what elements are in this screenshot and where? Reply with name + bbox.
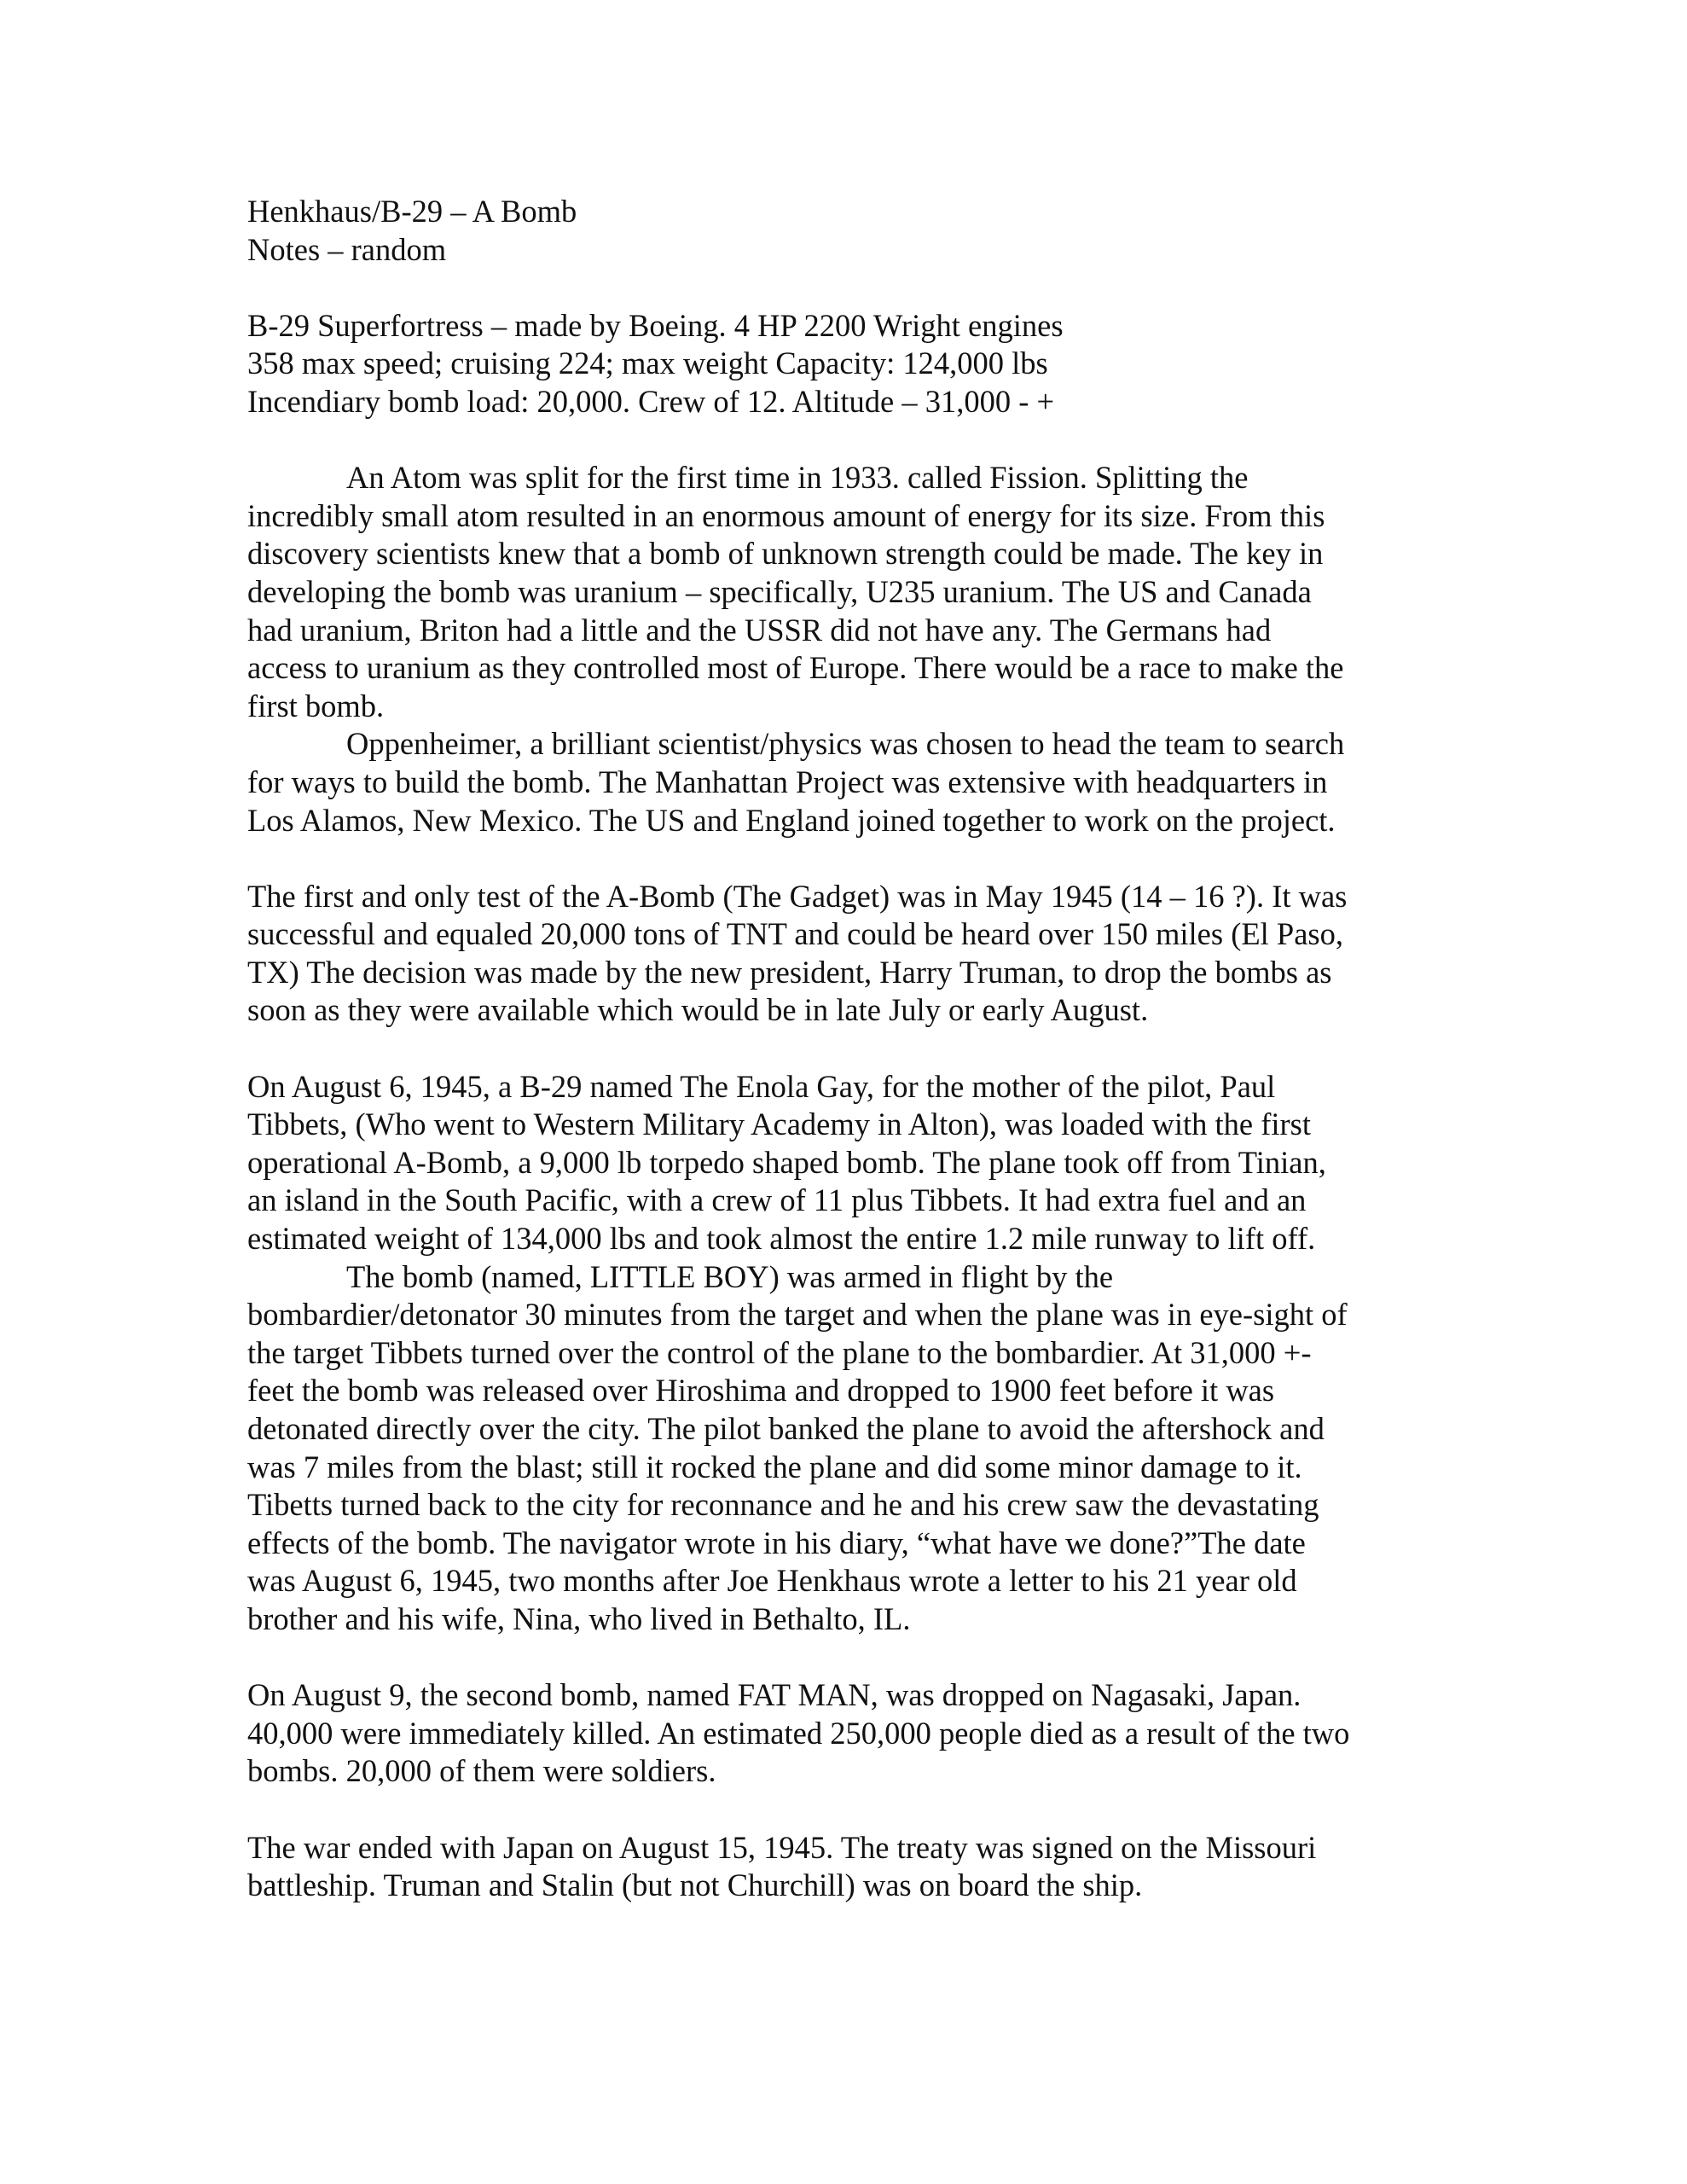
text-line: 40,000 were immediately killed. An estimated 250,000 people died as a result of the two [247,1715,1350,1751]
document-title: Henkhaus/B-29 – A Bomb [247,194,577,229]
text-line: estimated weight of 134,000 lbs and took almost the entire 1.2 mile runway to lift off. [247,1221,1316,1257]
document-subtitle: Notes – random [247,231,447,267]
text-line: The first and only test of the A-Bomb (The Gadget) was in May 1945 (14 – 16 ?). It was [247,878,1348,914]
spec-line: B-29 Superfortress – made by Boeing. 4 HP 2200 Wright engines [247,307,1064,343]
text-line: Oppenheimer, a brilliant scientist/physics was chosen to head the team to search [346,726,1345,762]
section-fission [247,459,1458,839]
spacer [247,269,1458,307]
text-line: developing the bomb was uranium – specifically, U235 uranium. The US and Canada [247,573,1312,609]
spacer [247,1791,1458,1829]
text-line: brother and his wife, Nina, who lived in Bethalto, IL. [247,1600,911,1636]
text-line: The war ended with Japan on August 15, 1945. The treaty was signed on the Missouri [247,1829,1317,1865]
text-line: detonated directly over the city. The pilot banked the plane to avoid the aftershock and [247,1411,1325,1446]
spacer [247,1030,1458,1068]
spacer [247,1639,1458,1677]
text-line: effects of the bomb. The navigator wrote in his diary, “what have we done?”The date [247,1525,1306,1560]
spec-line: Incendiary bomb load: 20,000. Crew of 12. Altitude – 31,000 - + [247,383,1055,419]
spec-line: 358 max speed; cruising 224; max weight Capacity: 124,000 lbs [247,346,1048,381]
text-line: had uranium, Briton had a little and the USSR did not have any. The Germans had [247,612,1272,648]
text-line: operational A-Bomb, a 9,000 lb torpedo shaped bomb. The plane took off from Tinian, [247,1144,1326,1180]
text-line: access to uranium as they controlled most of Europe. There would be a race to make the [247,650,1344,686]
text-line: An Atom was split for the first time in 1933. called Fission. Splitting the [346,460,1249,496]
text-line: soon as they were available which would be in late July or early August. [247,992,1149,1028]
text-line: bombs. 20,000 of them were soldiers. [247,1753,716,1789]
section-test [247,878,1458,1030]
text-line: was 7 miles from the blast; still it rocked the plane and did some minor damage to it. [247,1449,1302,1484]
document-page [247,193,1458,1905]
document-header [247,193,1458,269]
section-hiroshima [247,1068,1458,1639]
text-line: first bomb. [247,688,385,723]
text-line: Los Alamos, New Mexico. The US and England joined together to work on the project. [247,802,1336,838]
text-line: the target Tibbets turned over the control of the plane to the bombardier. At 31,000 +- [247,1334,1312,1370]
text-line: On August 6, 1945, a B-29 named The Enola Gay, for the mother of the pilot, Paul [247,1068,1276,1104]
text-line: battleship. Truman and Stalin (but not Churchill) was on board the ship. [247,1867,1143,1903]
spacer [247,421,1458,460]
text-line: incredibly small atom resulted in an enormous amount of energy for its size. From this [247,497,1325,533]
text-line: bombardier/detonator 30 minutes from the target and when the plane was in eye-sight of [247,1297,1348,1333]
section-war-end [247,1829,1458,1905]
text-line: Tibbets, (Who went to Western Military Academy in Alton), was loaded with the first [247,1107,1312,1142]
text-line: On August 9, the second bomb, named FAT MAN, was dropped on Nagasaki, Japan. [247,1677,1301,1713]
aircraft-specs [247,307,1458,421]
text-line: for ways to build the bomb. The Manhattan Project was extensive with headquarters in [247,764,1328,799]
text-line: was August 6, 1945, two months after Joe Henkhaus wrote a letter to his 21 year old [247,1563,1297,1599]
spacer [247,839,1458,878]
text-line: an island in the South Pacific, with a crew of 11 plus Tibbets. It had extra fuel and an [247,1182,1307,1218]
text-line: The bomb (named, LITTLE BOY) was armed in flight by the [346,1258,1114,1294]
text-line: discovery scientists knew that a bomb of unknown strength could be made. The key in [247,536,1324,572]
text-line: Tibetts turned back to the city for reconnance and he and his crew saw the devastating [247,1487,1319,1523]
text-line: feet the bomb was released over Hiroshima and dropped to 1900 feet before it was [247,1373,1275,1409]
text-line: TX) The decision was made by the new president, Harry Truman, to drop the bombs as [247,954,1332,990]
section-nagasaki [247,1676,1458,1791]
text-line: successful and equaled 20,000 tons of TNT and could be heard over 150 miles (El Paso, [247,916,1343,952]
